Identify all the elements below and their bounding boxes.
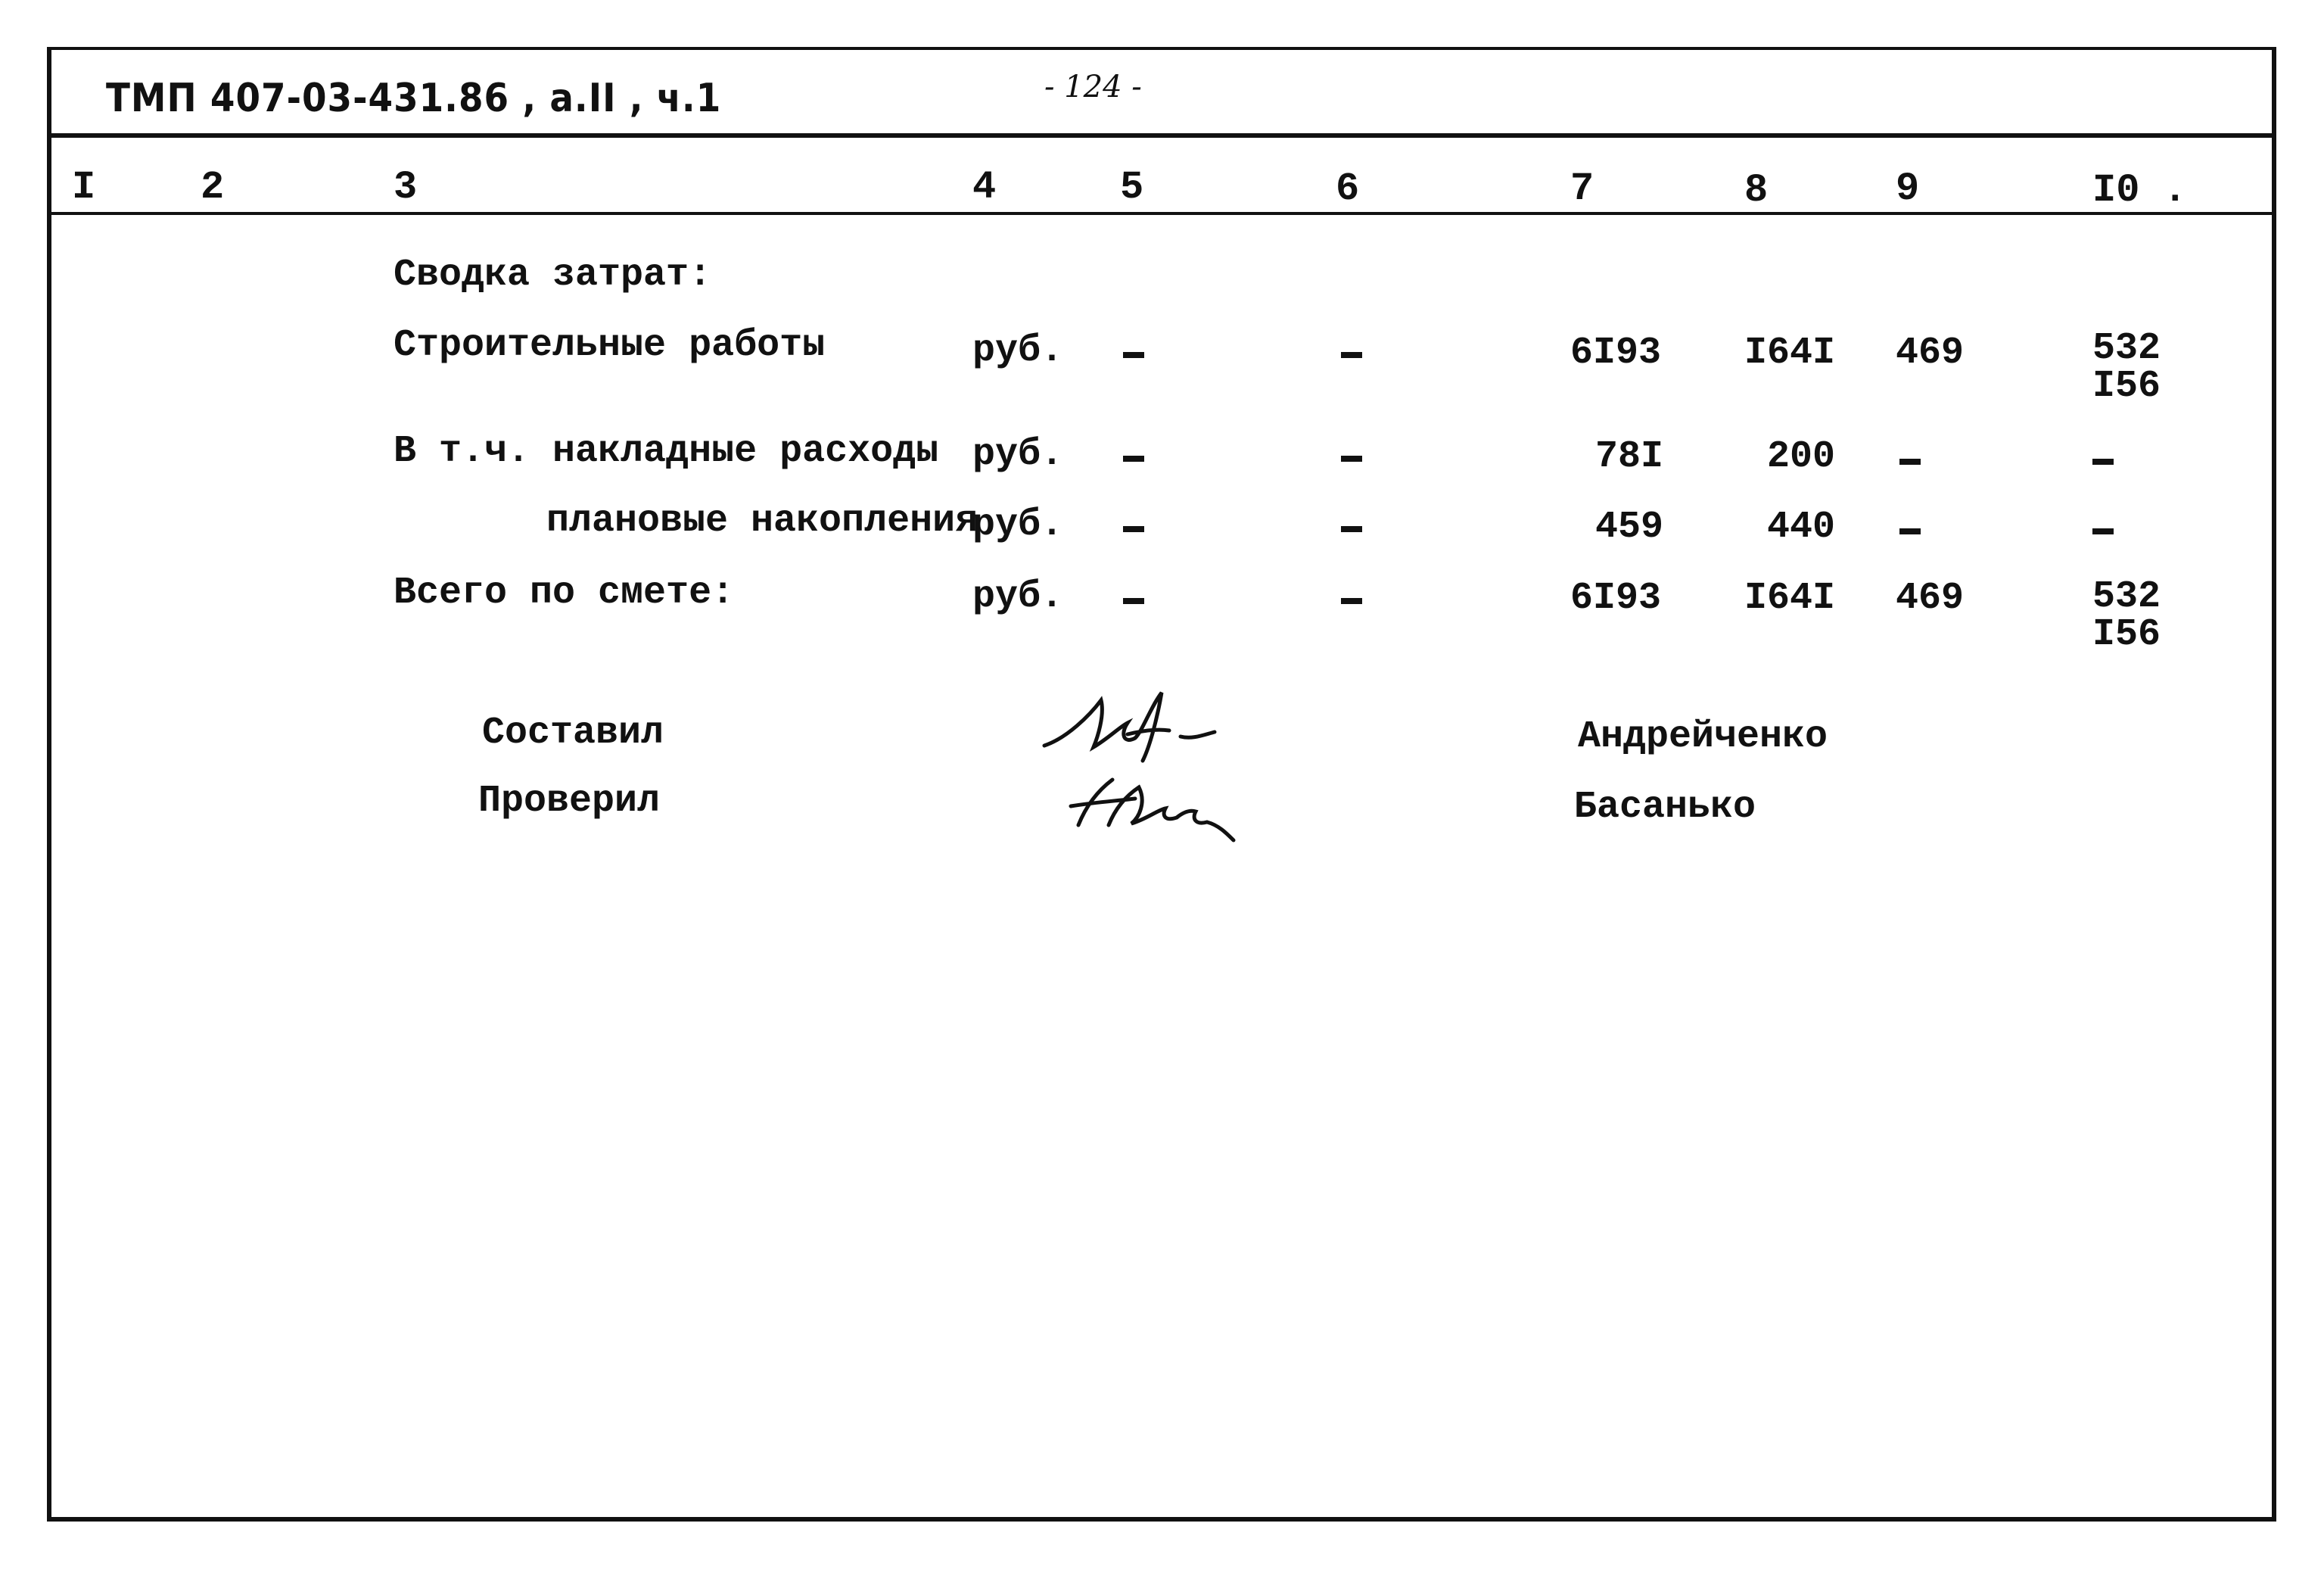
value-col8: I64I: [1744, 332, 1836, 375]
column-number: 2: [201, 165, 225, 210]
column-header-divider: [47, 212, 2276, 215]
value-col8: 200: [1767, 435, 1836, 478]
handwritten-signature-1: [1037, 685, 1226, 768]
checked-by-label: Проверил: [478, 780, 661, 823]
document-code: ТМП 407-03-431.86 , а.II , ч.1: [106, 76, 722, 121]
value-col7: 78I: [1595, 435, 1664, 478]
column-number: 4: [972, 165, 997, 210]
dash-col6: [1341, 456, 1362, 462]
column-number: 8: [1744, 168, 1769, 213]
dash-col6: [1341, 598, 1362, 604]
value-col10-line2: I56: [2092, 613, 2161, 656]
value-col8: I64I: [1744, 577, 1836, 620]
column-number: I0 .: [2092, 168, 2187, 213]
row-name: Всего по смете:: [394, 572, 735, 615]
value-col10-line1: 532: [2092, 327, 2161, 370]
column-number: I: [72, 165, 96, 210]
value-col7: 6I93: [1570, 577, 1662, 620]
compiled-by-name: Андрейченко: [1578, 715, 1828, 758]
dash-col10: [2092, 528, 2114, 534]
handwritten-signature-2: [1056, 765, 1237, 848]
dash-col10: [2092, 459, 2114, 465]
value-col10-line1: 532: [2092, 575, 2161, 618]
dash-col5: [1123, 456, 1144, 462]
row-unit: руб.: [972, 329, 1064, 372]
column-number: 6: [1336, 167, 1360, 211]
column-number: 5: [1120, 165, 1144, 210]
value-col9: 469: [1896, 332, 1965, 375]
row-unit: руб.: [972, 433, 1064, 476]
summary-title: Сводка затрат:: [394, 254, 712, 297]
column-number: 3: [394, 165, 418, 210]
row-unit: руб.: [972, 575, 1064, 618]
row-name: Строительные работы: [394, 324, 826, 367]
row-name: В т.ч. накладные расходы: [394, 430, 939, 473]
dash-col5: [1123, 598, 1144, 604]
value-col9: 469: [1896, 577, 1965, 620]
value-col7: 459: [1595, 506, 1664, 549]
dash-col6: [1341, 526, 1362, 532]
dash-col5: [1123, 352, 1144, 358]
value-col8: 440: [1767, 506, 1836, 549]
row-name: плановые накопления: [546, 500, 978, 543]
value-col7: 6I93: [1570, 332, 1662, 375]
page-number: - 124 -: [1044, 70, 1142, 104]
header-divider: [47, 133, 2276, 138]
compiled-by-label: Составил: [482, 712, 664, 755]
row-unit: руб.: [972, 503, 1064, 547]
column-number: 9: [1896, 167, 1920, 211]
dash-col9: [1899, 459, 1921, 465]
column-number: 7: [1570, 167, 1594, 211]
dash-col5: [1123, 526, 1144, 532]
dash-col6: [1341, 352, 1362, 358]
dash-col9: [1899, 528, 1921, 534]
checked-by-name: Басанько: [1574, 786, 1756, 829]
value-col10-line2: I56: [2092, 365, 2161, 408]
